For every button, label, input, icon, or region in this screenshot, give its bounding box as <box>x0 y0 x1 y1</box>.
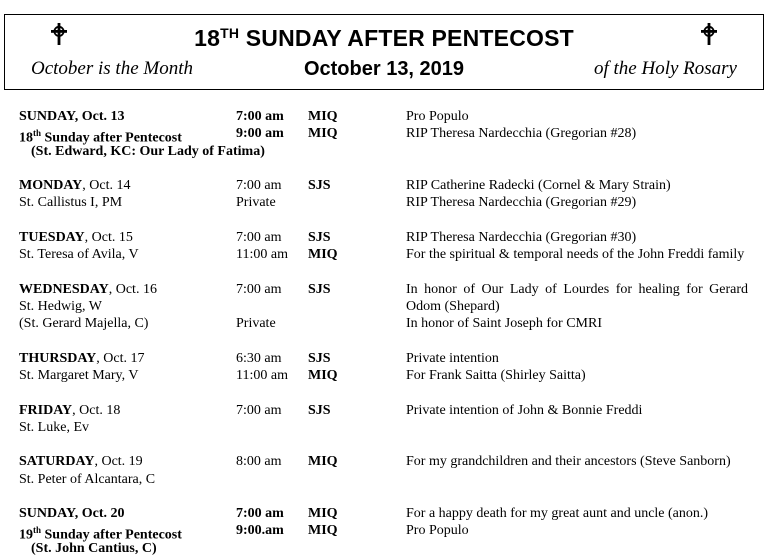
mass-intention: For a happy death for my great aunt and uncle (anon.) <box>406 506 709 521</box>
mass-intention: For Frank Saitta (Shirley Saitta) <box>406 368 586 383</box>
page-title: 18TH SUNDAY AFTER PENTECOST <box>194 25 574 51</box>
mass-intention: RIP Theresa Nardecchia (Gregorian #29) <box>406 195 637 210</box>
mass-intention: RIP Theresa Nardecchia (Gregorian #28) <box>406 126 637 141</box>
feast-commemoration: (St. Edward, KC: Our Lady of Fatima) <box>31 144 265 159</box>
celebrant: SJS <box>308 178 331 193</box>
feast-commemoration: (St. John Cantius, C) <box>31 541 157 556</box>
mass-time: 8:00 am <box>236 454 282 469</box>
celebrant: SJS <box>308 403 331 418</box>
mass-time: 7:00 am <box>236 178 282 193</box>
mass-time: 11:00 am <box>236 368 288 383</box>
mass-intention: RIP Theresa Nardecchia (Gregorian #30) <box>406 230 637 245</box>
mass-intention: In honor of Our Lady of Lourdes for healing for Gerard Odom (Shepard) <box>406 282 748 314</box>
mass-time: 9:00.am <box>236 523 284 538</box>
feast-name: St. Luke, Ev <box>19 420 89 435</box>
month-dedication-right: of the Holy Rosary <box>593 58 737 79</box>
mass-intention: For my grandchildren and their ancestors (Steve Sanborn) <box>406 454 731 469</box>
mass-time: 7:00 am <box>236 230 282 245</box>
day-heading: SUNDAY, Oct. 20 <box>19 506 125 521</box>
mass-time: 6:30 am <box>236 351 282 366</box>
day-heading: SUNDAY, Oct. 13 <box>19 109 125 124</box>
mass-time: 7:00 am <box>236 403 282 418</box>
day-heading: SATURDAY, Oct. 19 <box>19 454 143 469</box>
celebrant: MIQ <box>308 454 338 469</box>
day-heading: MONDAY, Oct. 14 <box>19 178 131 193</box>
bulletin-header <box>4 14 764 90</box>
celebrant: SJS <box>308 230 331 245</box>
mass-time: 7:00 am <box>236 282 282 297</box>
mass-intention: In honor of Saint Joseph for CMRI <box>406 316 602 331</box>
mass-intention: Private intention <box>406 351 499 366</box>
mass-intention: Private intention of John & Bonnie Freddi <box>406 403 643 418</box>
mass-time: Private <box>236 195 276 210</box>
feast-name: 18th Sunday after Pentecost <box>19 128 182 146</box>
mass-time: 7:00 am <box>236 506 284 521</box>
celebrant: MIQ <box>308 109 338 124</box>
celebrant: SJS <box>308 351 331 366</box>
mass-intention: RIP Catherine Radecki (Cornel & Mary Strain) <box>406 178 671 193</box>
feast-name: 19th Sunday after Pentecost <box>19 525 182 543</box>
mass-time: 7:00 am <box>236 109 284 124</box>
celebrant: SJS <box>308 282 331 297</box>
day-heading: TUESDAY, Oct. 15 <box>19 230 133 245</box>
feast-name: St. Peter of Alcantara, C <box>19 472 156 487</box>
day-heading: WEDNESDAY, Oct. 16 <box>19 282 157 297</box>
day-heading: FRIDAY, Oct. 18 <box>19 403 121 418</box>
feast-name: St. Teresa of Avila, V <box>19 247 139 262</box>
month-dedication-left: October is the Month <box>31 58 194 79</box>
celebrant: MIQ <box>308 506 338 521</box>
celtic-cross-icon-right <box>699 23 719 45</box>
mass-time: 11:00 am <box>236 247 288 262</box>
celebrant: MIQ <box>308 523 338 538</box>
mass-intention: Pro Populo <box>406 523 469 538</box>
day-heading: THURSDAY, Oct. 17 <box>19 351 145 366</box>
feast-commemoration: (St. Gerard Majella, C) <box>19 316 149 331</box>
mass-intention: Pro Populo <box>406 109 469 124</box>
celebrant: MIQ <box>308 126 338 141</box>
celebrant: MIQ <box>308 247 338 262</box>
feast-name: St. Callistus I, PM <box>19 195 123 210</box>
feast-name: St. Margaret Mary, V <box>19 368 139 383</box>
celebrant: MIQ <box>308 368 338 383</box>
feast-name: St. Hedwig, W <box>19 299 102 314</box>
bulletin-date: October 13, 2019 <box>303 58 465 80</box>
mass-intention: For the spiritual & temporal needs of the John Freddi family <box>406 247 745 262</box>
mass-time: 9:00 am <box>236 126 284 141</box>
mass-time: Private <box>236 316 276 331</box>
